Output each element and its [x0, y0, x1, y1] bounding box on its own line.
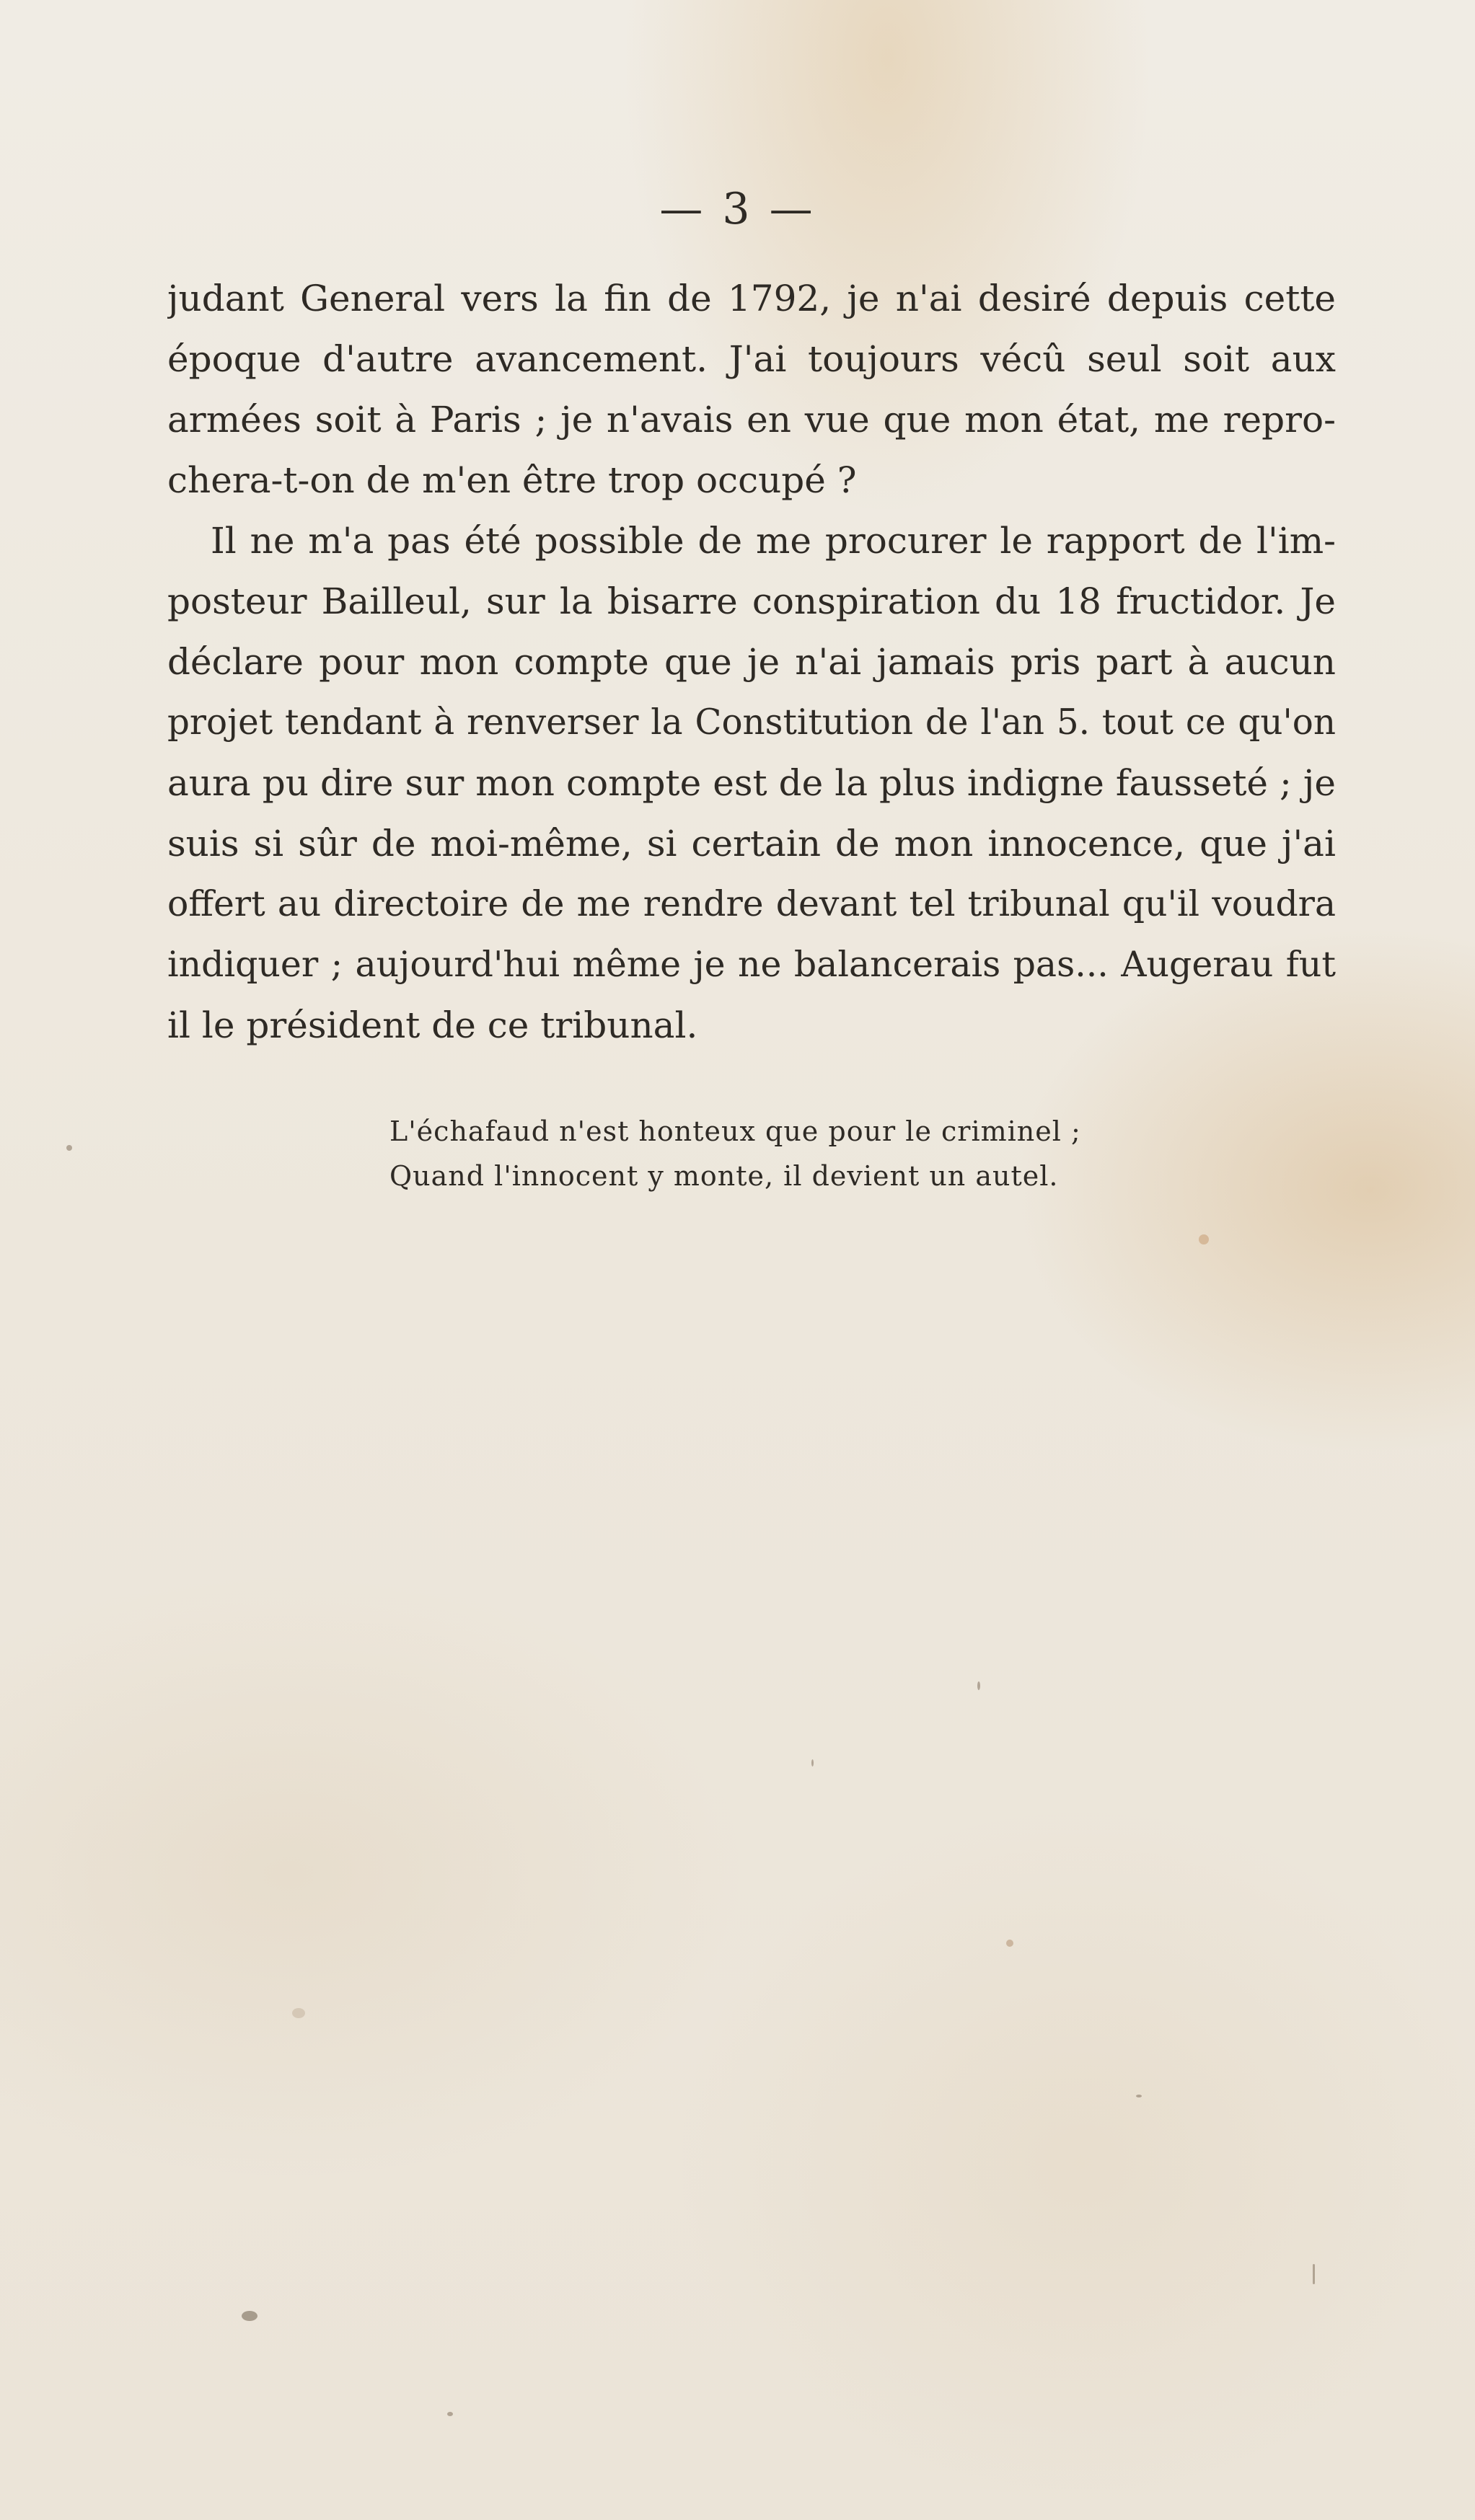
epigraph-line: Quand l'innocent y monte, il devient un autel. [389, 1160, 1059, 1192]
text-line: projet tendant à renverser la Constitution de l'an 5. tout ce qu'on [167, 702, 1336, 743]
paper-speck [1313, 2264, 1315, 2284]
body-text [167, 268, 1336, 1056]
page-number: — 3 — [659, 184, 816, 234]
paper-speck [1199, 1234, 1209, 1244]
text-line: il le président de ce tribunal. [167, 1004, 698, 1046]
text-line: chera-t-on de m'en être trop occupé ? [167, 459, 857, 501]
paper-speck [292, 2008, 305, 2018]
paper-speck [1136, 2095, 1142, 2097]
epigraph [389, 1109, 1111, 1198]
text-line: armées soit à Paris ; je n'avais en vue que mon état, me repro- [167, 399, 1336, 441]
text-line: aura pu dire sur mon compte est de la plus indigne fausseté ; je [167, 762, 1336, 804]
text-line: indiquer ; aujourd'hui même je ne balancerais pas... Augerau fut [167, 944, 1336, 985]
text-line: judant General vers la fin de 1792, je n'ai desiré depuis cette [167, 278, 1336, 319]
paper-speck [242, 2311, 257, 2321]
text-line: offert au directoire de me rendre devant tel tribunal qu'il voudra [167, 884, 1336, 924]
text-line: déclare pour mon compte que je n'ai jamais pris part à aucun [167, 641, 1336, 683]
paragraph-2 [167, 510, 1336, 1056]
paper-speck [1006, 1940, 1013, 1947]
paper-speck [66, 1145, 72, 1151]
paper-speck [811, 1759, 814, 1767]
text-line: époque d'autre avancement. J'ai toujours vécû seul soit aux [167, 338, 1336, 380]
paper-speck [447, 2412, 453, 2416]
text-line: Il ne m'a pas été possible de me procurer le rapport de l'im- [211, 520, 1336, 562]
epigraph-line: L'échafaud n'est honteux que pour le criminel ; [389, 1115, 1081, 1147]
text-line: posteur Bailleul, sur la bisarre conspiration du 18 fructidor. Je [167, 580, 1336, 622]
text-line: suis si sûr de moi-même, si certain de mon innocence, que j'ai [167, 823, 1336, 865]
paper-speck [977, 1681, 980, 1690]
paragraph-1 [167, 268, 1336, 510]
